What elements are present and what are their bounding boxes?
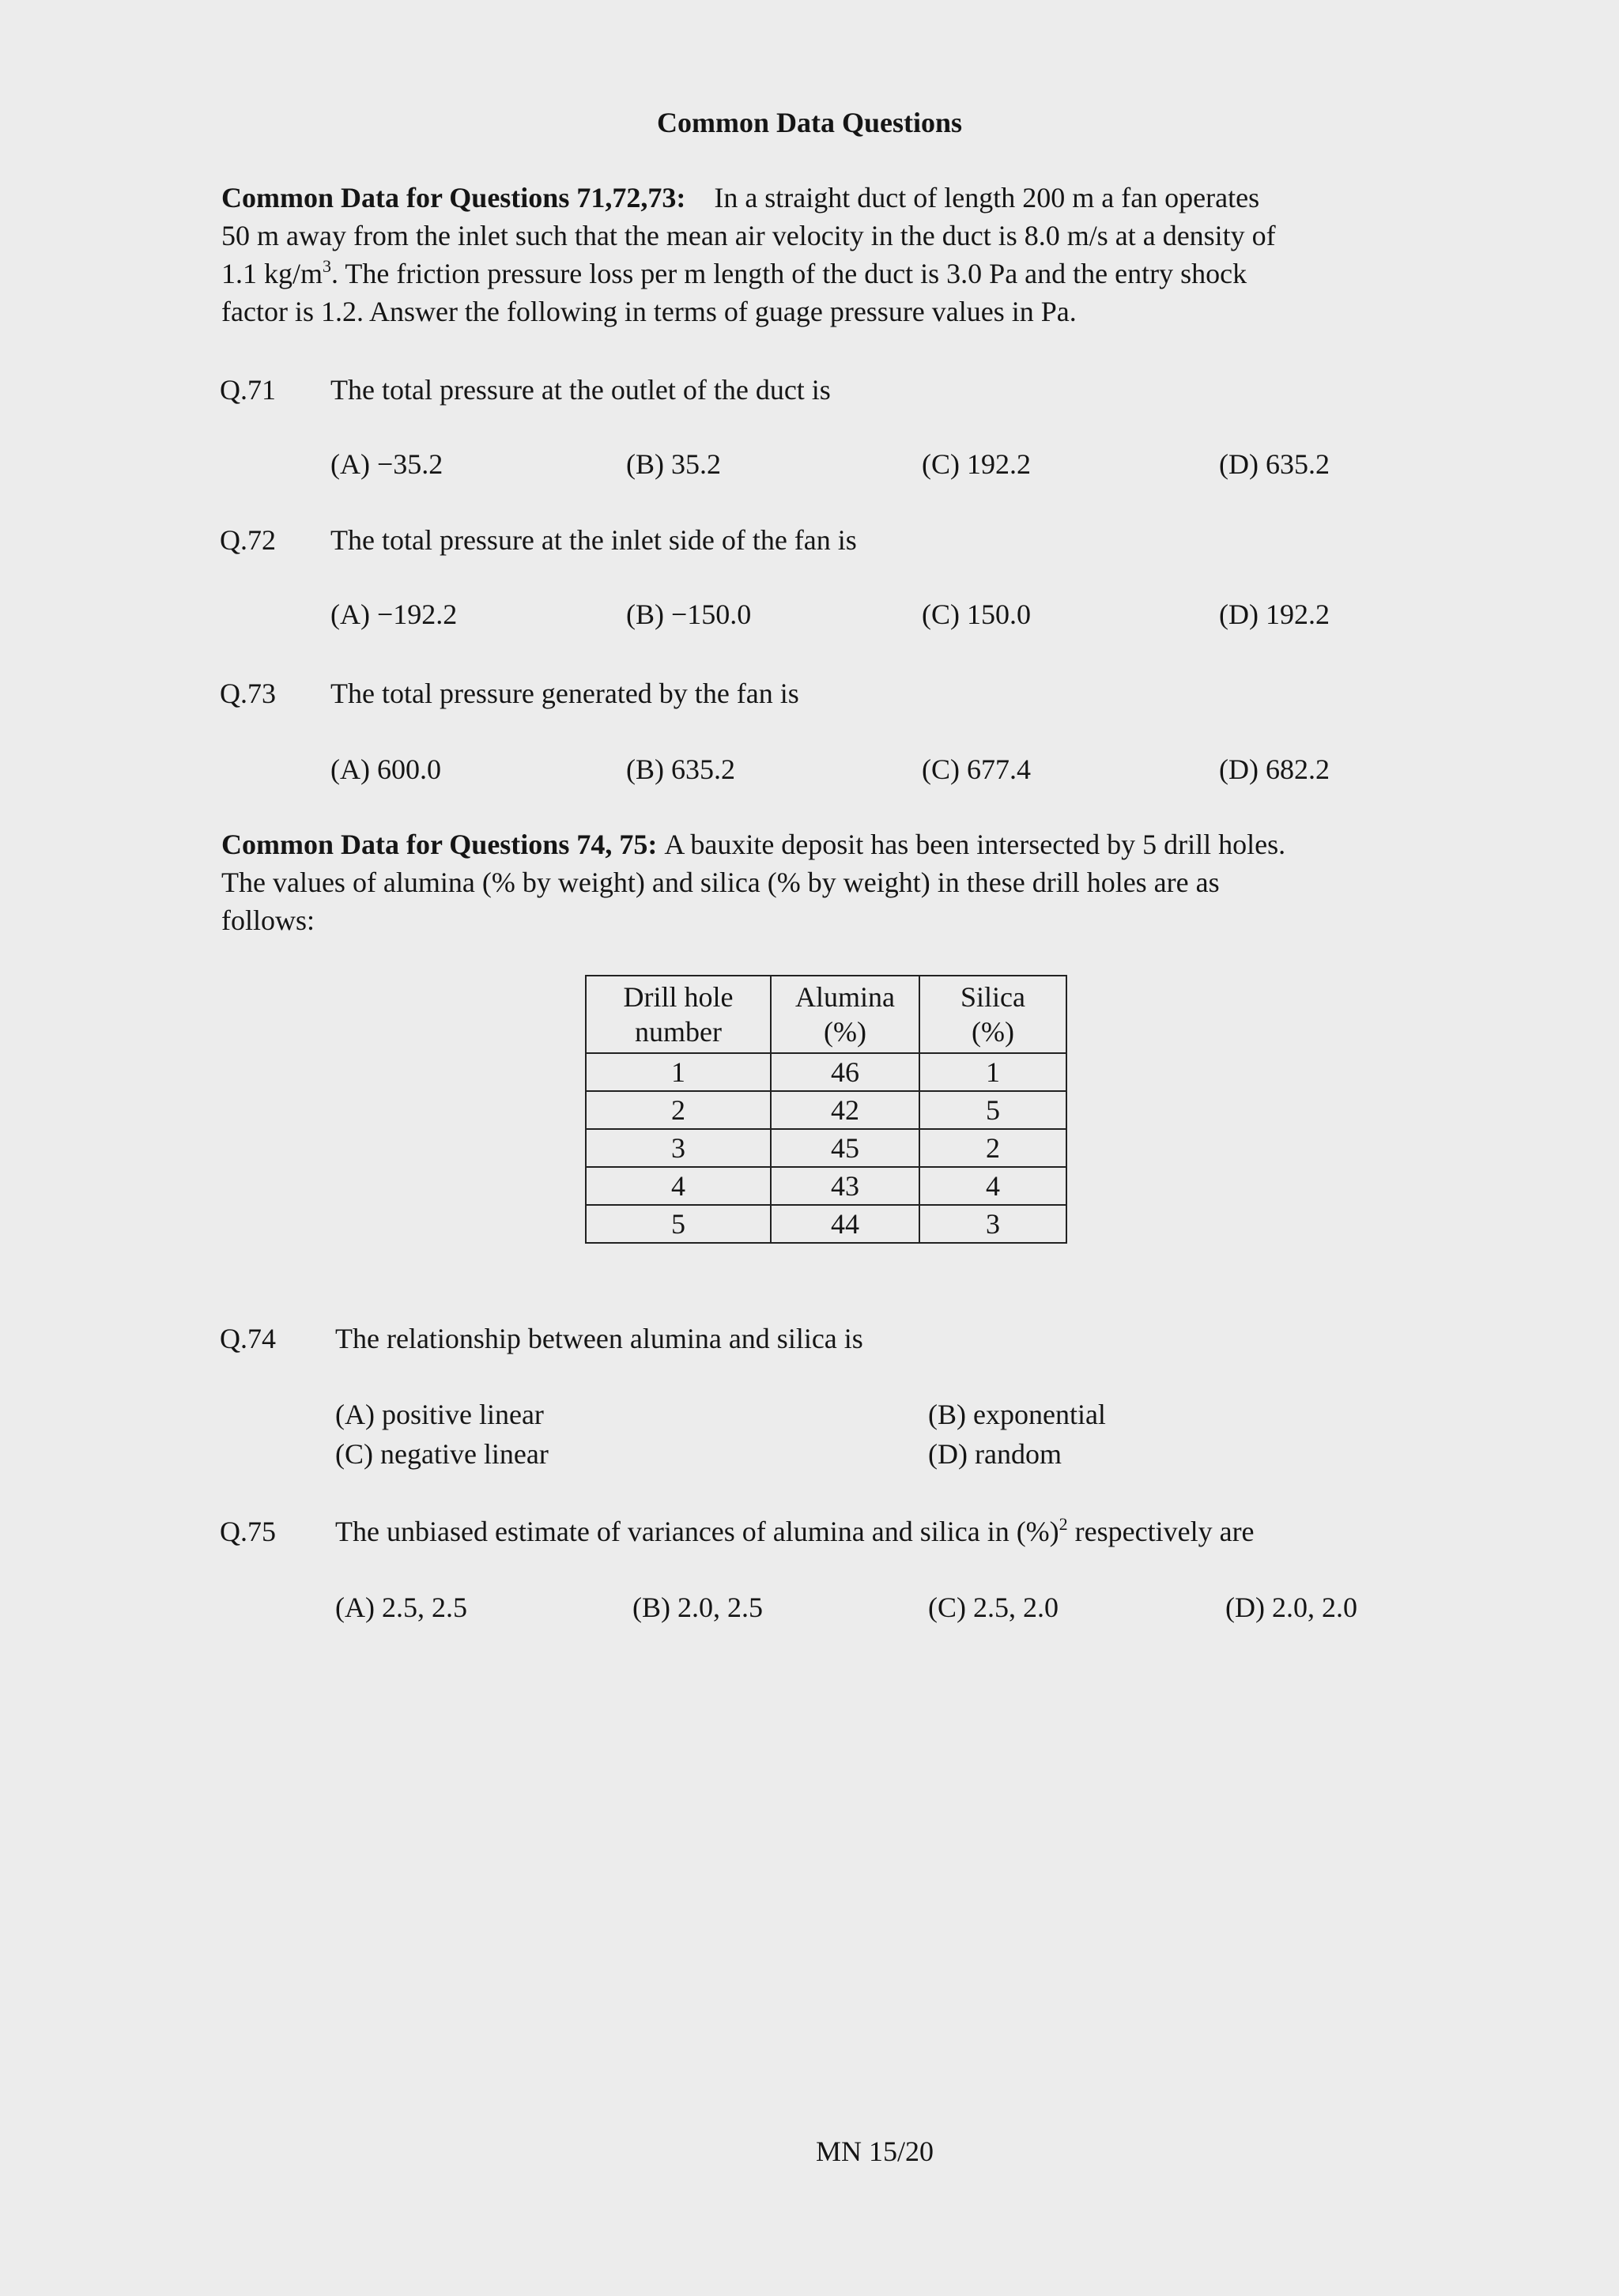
q73-option-d: (D) 682.2 xyxy=(1219,753,1330,785)
table-cell: 46 xyxy=(771,1053,919,1091)
header-line: number xyxy=(635,1016,722,1048)
table-cell: 5 xyxy=(586,1205,771,1243)
table-cell: 2 xyxy=(919,1129,1066,1167)
table-cell: 4 xyxy=(919,1167,1066,1205)
page-footer: MN 15/20 xyxy=(816,2136,934,2167)
q72-option-d: (D) 192.2 xyxy=(1219,599,1330,630)
q71-option-a: (A) −35.2 xyxy=(330,448,443,480)
column-header-silica xyxy=(919,976,1066,1053)
header-line: Drill hole xyxy=(623,981,734,1013)
q71-option-d: (D) 635.2 xyxy=(1219,448,1330,480)
table-row xyxy=(586,1053,1066,1091)
table-cell: 1 xyxy=(919,1053,1066,1091)
table-cell: 4 xyxy=(586,1167,771,1205)
table-row xyxy=(586,1091,1066,1129)
table-cell: 5 xyxy=(919,1091,1066,1129)
common-data-71-73 xyxy=(221,179,1486,330)
table-cell: 3 xyxy=(919,1205,1066,1243)
question-exponent: 2 xyxy=(1059,1514,1068,1534)
column-header-alumina xyxy=(771,976,919,1053)
common-data-line-2: The values of alumina (% by weight) and silica (% by weight) in these drill holes are as xyxy=(221,867,1220,898)
common-data-line-3: follows: xyxy=(221,904,315,936)
q72-option-b: (B) −150.0 xyxy=(626,599,752,630)
q73-option-c: (C) 677.4 xyxy=(922,753,1031,785)
question-number-73: Q.73 xyxy=(220,678,276,709)
table-cell: 2 xyxy=(586,1091,771,1129)
q74-option-b: (B) exponential xyxy=(928,1399,1106,1430)
q73-option-b: (B) 635.2 xyxy=(626,753,735,785)
header-line: (%) xyxy=(972,1016,1014,1048)
table-cell: 43 xyxy=(771,1167,919,1205)
q75-option-d: (D) 2.0, 2.0 xyxy=(1225,1592,1357,1623)
question-text-part: The unbiased estimate of variances of alumina and silica in (%) xyxy=(335,1516,1059,1547)
header-line: Alumina xyxy=(795,981,895,1013)
question-number-71: Q.71 xyxy=(220,374,276,406)
q72-option-a: (A) −192.2 xyxy=(330,599,458,630)
q75-option-c: (C) 2.5, 2.0 xyxy=(928,1592,1059,1623)
question-text-75 xyxy=(335,1515,1255,1548)
common-data-line-3 xyxy=(221,255,1486,293)
table-cell: 44 xyxy=(771,1205,919,1243)
question-text-73: The total pressure generated by the fan is xyxy=(330,678,799,709)
q74-option-d: (D) random xyxy=(928,1438,1062,1470)
header-line: (%) xyxy=(824,1016,866,1048)
question-number-74: Q.74 xyxy=(220,1323,276,1354)
question-text-74: The relationship between alumina and silica is xyxy=(335,1323,863,1354)
table-row xyxy=(586,1167,1066,1205)
question-text-72: The total pressure at the inlet side of the fan is xyxy=(330,524,857,556)
common-data-line-1 xyxy=(221,825,1486,863)
common-data-line-2: 50 m away from the inlet such that the mean air velocity in the duct is 8.0 m/s at a density of xyxy=(221,220,1276,251)
table-row xyxy=(586,1129,1066,1167)
section-heading: Common Data Questions xyxy=(656,107,962,138)
density-exponent: 3 xyxy=(323,256,332,276)
table-cell: 45 xyxy=(771,1129,919,1167)
question-text-part: respectively are xyxy=(1067,1516,1255,1547)
q72-option-c: (C) 150.0 xyxy=(922,599,1031,630)
common-data-text: . The friction pressure loss per m length of the duct is 3.0 Pa and the entry shock xyxy=(331,258,1247,289)
common-data-text: A bauxite deposit has been intersected by 5 drill holes. xyxy=(664,829,1286,860)
common-data-label: Common Data for Questions 74, 75: xyxy=(221,829,658,860)
table-cell: 1 xyxy=(586,1053,771,1091)
drill-hole-table xyxy=(585,975,1067,1244)
table-cell: 42 xyxy=(771,1091,919,1129)
common-data-line-4: factor is 1.2. Answer the following in terms of guage pressure values in Pa. xyxy=(221,296,1077,327)
question-number-72: Q.72 xyxy=(220,524,276,556)
table-cell: 3 xyxy=(586,1129,771,1167)
q71-option-c: (C) 192.2 xyxy=(922,448,1031,480)
question-text-71: The total pressure at the outlet of the duct is xyxy=(330,374,831,406)
column-header-drill-hole xyxy=(586,976,771,1053)
common-data-line-1 xyxy=(221,179,1486,217)
q75-option-b: (B) 2.0, 2.5 xyxy=(632,1592,763,1623)
density-text: 1.1 kg/m xyxy=(221,258,323,289)
table-header-row xyxy=(586,976,1066,1053)
common-data-74-75 xyxy=(221,825,1486,939)
question-number-75: Q.75 xyxy=(220,1516,276,1547)
q74-option-c: (C) negative linear xyxy=(335,1438,549,1470)
q73-option-a: (A) 600.0 xyxy=(330,753,441,785)
table-row xyxy=(586,1205,1066,1243)
common-data-text: In a straight duct of length 200 m a fan operates xyxy=(714,182,1260,213)
q71-option-b: (B) 35.2 xyxy=(626,448,721,480)
header-line: Silica xyxy=(960,981,1025,1013)
common-data-label: Common Data for Questions 71,72,73: xyxy=(221,182,686,213)
q74-option-a: (A) positive linear xyxy=(335,1399,544,1430)
q75-option-a: (A) 2.5, 2.5 xyxy=(335,1592,467,1623)
